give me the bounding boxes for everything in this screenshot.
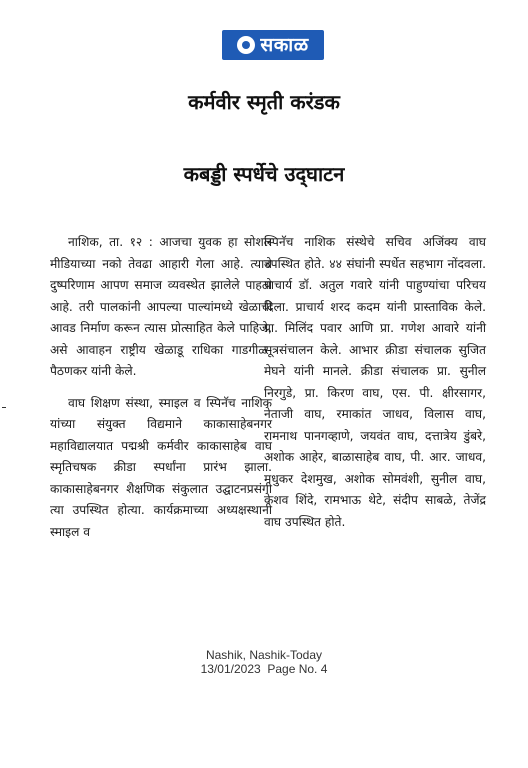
sakal-emblem-icon: [237, 36, 255, 54]
article-column-left: [50, 232, 272, 543]
edition-label: Nashik, Nashik-Today: [205, 648, 323, 662]
article-paragraph: स्पिनॅच नाशिक संस्थेचे सचिव अजिंक्य वाघ उपस्थित होते. ४४ संघांनी स्पर्धेत सहभाग नोंदवला. प्राचार्य डॉ. अतुल गवारे यांनी पाहुण्यांचा परिचय दिला. प्राचार्य शरद कदम यांनी प्रास्ताविक केले. प्रा. मिलिंद पवार आणि प्रा. गणेश आवारे यांनी सूत्रसंचालन केले. आभार क्रीडा संचालक सुजित मेघने यांनी मानले. क्रीडा संचालक प्रा. सुनील निरगुडे, प्रा. किरण वाघ, एस. पी. क्षीरसागर, नेताजी वाघ, रमाकांत जाधव, विलास वाघ, रामनाथ पानगव्हाणे, जयवंत वाघ, दत्तात्रेय डुंबरे, अशोक आहेर, बाळासाहेब वाघ, पी. आर. जाधव, मधुकर देशमुख, अशोक सोमवंशी, सुनील वाघ, केशव शिंदे, रामभाऊ थेटे, संदीप साबळे, तेजेंद्र वाघ उपस्थित होते.: [264, 235, 486, 529]
headline-line-1: कर्मवीर स्मृती करंडक: [188, 90, 340, 114]
headline-line-2: कबड्डी स्पर्धेचे उद्‌घाटन: [183, 162, 345, 186]
sakal-logo: [222, 30, 324, 60]
article-paragraph: वाघ शिक्षण संस्था, स्माइल व स्पिनॅच नाशिक यांच्या संयुक्त विद्यमाने काकासाहेबनगर महाविद्यालयात पद्मश्री कर्मवीर काकासाहेब वाघ स्मृतिचषक क्रीडा स्पर्धांना प्रारंभ झाला. काकासाहेबनगर शैक्षणिक संकुलात उद्घाटनप्रसंगी त्या उपस्थित होत्या. कार्यक्रमाच्या अध्यक्षस्थानी स्माइल व: [50, 395, 272, 539]
date-page-label: 13/01/2023 Page No. 4: [200, 662, 328, 676]
margin-mark: [2, 407, 6, 408]
article-column-right: [264, 232, 486, 533]
article-paragraph: नाशिक, ता. १२ : आजचा युवक हा सोशल मीडियाच्या नको तेवढा आहारी गेला आहे. त्याचे दुष्परिणाम आपण समाज व्यवस्थेत झालेले पाहतो आहे. तरी पालकांनी आपल्या पाल्यांमध्ये खेळाची आवड निर्माण करून त्यास प्रोत्साहित केले पाहिजे, असे आवाहन राष्ट्रीय खेळाडू राधिका गाडगीळ-पैठणकर यांनी केले.: [50, 235, 272, 378]
logo-text: सकाळ: [260, 33, 309, 56]
